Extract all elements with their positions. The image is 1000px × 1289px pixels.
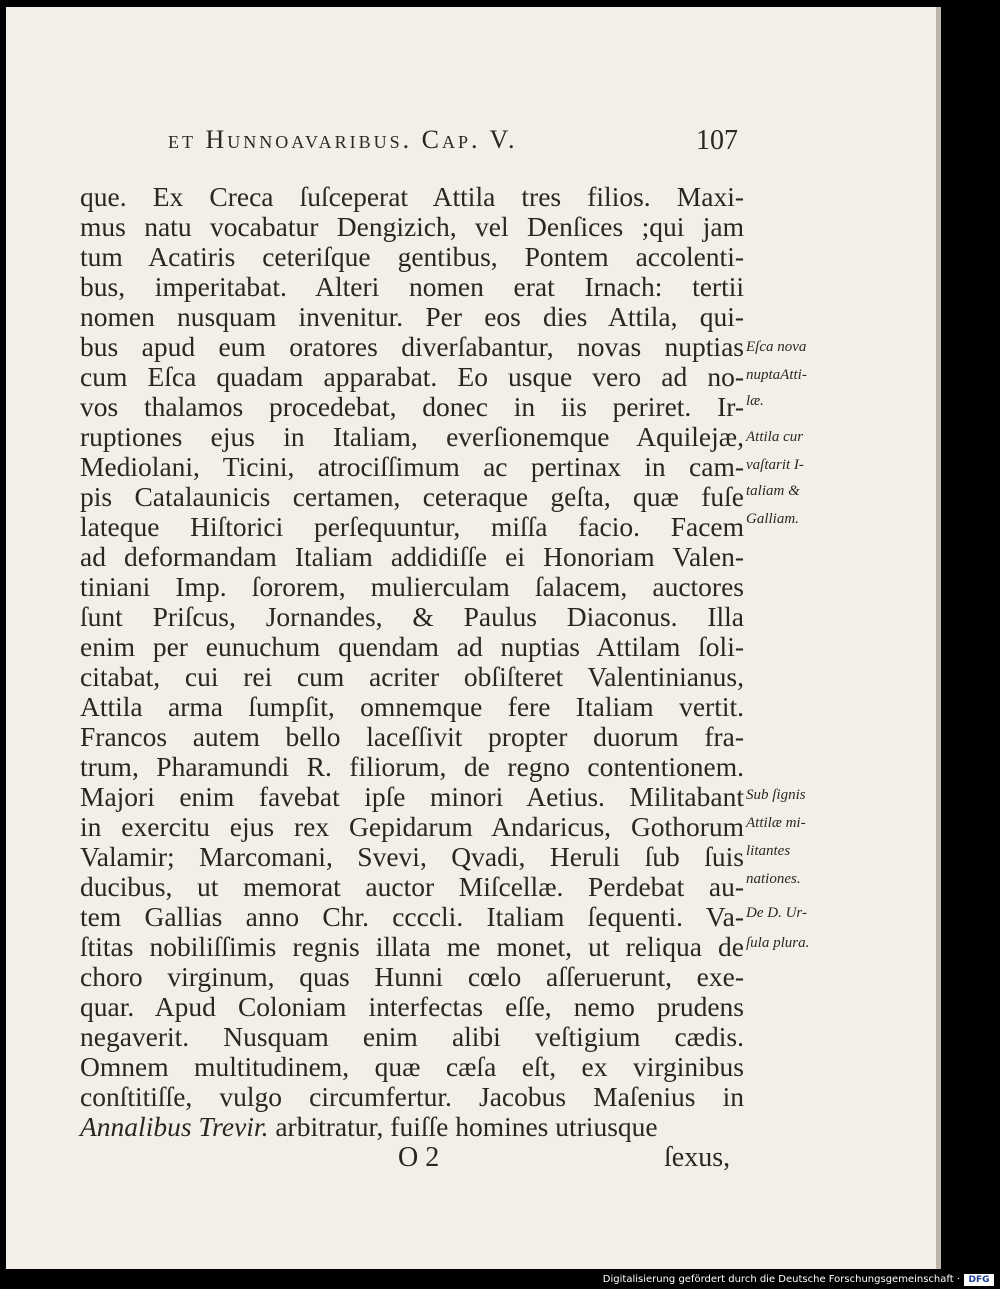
funding-credit: Digitalisierung gefördert durch die Deutsche Forschungsgemeinschaft · <box>602 1274 960 1285</box>
dfg-logo: DFG <box>964 1274 994 1286</box>
margin-note: Attilæ mi- <box>746 815 806 831</box>
italic-citation: Annalibus Trevir. <box>80 1111 269 1142</box>
margin-note: læ. <box>746 393 764 409</box>
body-line: tem Gallias anno Chr. ccccli. Italiam ſequenti. Va- <box>80 901 744 932</box>
body-line: nomen nusquam invenitur. Per eos dies Attila, qui- <box>80 301 744 332</box>
body-line: bus apud eum oratores diverſabantur, novas nuptias <box>80 331 744 362</box>
margin-note: litantes <box>746 843 791 859</box>
signature-mark: O 2 <box>398 1142 440 1173</box>
body-line: in exercitu ejus rex Gepidarum Andaricus, Gothorum <box>80 811 744 842</box>
body-line: Valamir; Marcomani, Svevi, Qvadi, Heruli ſub ſuis <box>80 841 744 872</box>
body-line: enim per eunuchum quendam ad nuptias Attilam ſoli- <box>80 631 744 662</box>
body-line-rest: arbitratur, fuiſſe homines utriusque <box>268 1111 658 1142</box>
digitization-footer <box>0 1272 1000 1289</box>
body-line: Francos autem bello laceſſivit propter duorum fra- <box>80 721 744 752</box>
margin-note: nuptaAtti- <box>746 367 807 383</box>
body-line: lateque Hiſtorici perſequuntur, miſſa facio. Facem <box>80 511 744 542</box>
body-line: trum, Pharamundi R. filiorum, de regno contentionem. <box>80 751 744 782</box>
catchword: ſexus, <box>664 1142 731 1173</box>
body-line: mus natu vocabatur Dengizich, vel Denſices ;qui jam <box>80 211 744 242</box>
margin-note: vaſtarit I- <box>746 457 804 473</box>
page-edge <box>936 7 941 1269</box>
body-line: que. Ex Creca ſuſceperat Attila tres filios. Maxi- <box>80 181 744 212</box>
body-line: negaverit. Nusquam enim alibi veſtigium cædis. <box>80 1021 744 1052</box>
body-line: ruptiones ejus in Italiam, everſionemque Aquilejæ, <box>80 421 744 452</box>
body-line: pis Catalaunicis certamen, ceteraque geſta, quæ fuſe <box>80 481 744 512</box>
margin-note: ſula plura. <box>746 935 810 951</box>
body-line: conſtitiſſe, vulgo circumfertur. Jacobus Maſenius in <box>80 1081 744 1112</box>
margin-note: Sub ſignis <box>746 787 806 803</box>
body-line: tiniani Imp. ſororem, mulierculam ſalacem, auctores <box>80 571 744 602</box>
body-line: citabat, cui rei cum acriter obſiſteret Valentinianus, <box>80 661 744 692</box>
body-line: ſunt Priſcus, Jornandes, & Paulus Diaconus. Illa <box>80 601 744 632</box>
margin-note: Galliam. <box>746 511 799 527</box>
running-title: et Hunnoavaribus. Cap. V. <box>168 125 518 154</box>
body-line: ducibus, ut memorat auctor Miſcellæ. Perdebat au- <box>80 871 744 902</box>
body-line-last <box>80 1112 744 1142</box>
margin-note: taliam & <box>746 483 800 499</box>
margin-note: Attila cur <box>746 429 804 445</box>
body-line: ſtitas nobiliſſimis regnis illata me monet, ut reliqua de <box>80 931 744 962</box>
page-number: 107 <box>696 125 738 156</box>
body-line: Majori enim favebat ipſe minori Aetius. Militabant <box>80 781 744 812</box>
body-line: quar. Apud Coloniam interfectas eſſe, nemo prudens <box>80 991 744 1022</box>
body-line: vos thalamos procedebat, donec in iis periret. Ir- <box>80 391 744 422</box>
book-page <box>6 7 936 1269</box>
body-line: tum Acatiris ceteriſque gentibus, Pontem accolenti- <box>80 241 744 272</box>
margin-note: nationes. <box>746 871 801 887</box>
margin-note: De D. Ur- <box>746 905 807 921</box>
running-header <box>6 125 936 165</box>
body-line: bus, imperitabat. Alteri nomen erat Irnach: tertii <box>80 271 744 302</box>
body-line: Omnem multitudinem, quæ cæſa eſt, ex virginibus <box>80 1051 744 1082</box>
body-line: cum Eſca quadam apparabat. Eo usque vero ad no- <box>80 361 744 392</box>
body-line: ad deformandam Italiam addidiſſe ei Honoriam Valen- <box>80 541 744 572</box>
body-line: Mediolani, Ticini, atrociſſimum ac pertinax in cam- <box>80 451 744 482</box>
margin-note: Eſca nova <box>746 339 807 355</box>
body-line: Attila arma ſumpſit, omnemque fere Italiam vertit. <box>80 691 744 722</box>
body-line: choro virginum, quas Hunni cœlo aſſeruerunt, exe- <box>80 961 744 992</box>
